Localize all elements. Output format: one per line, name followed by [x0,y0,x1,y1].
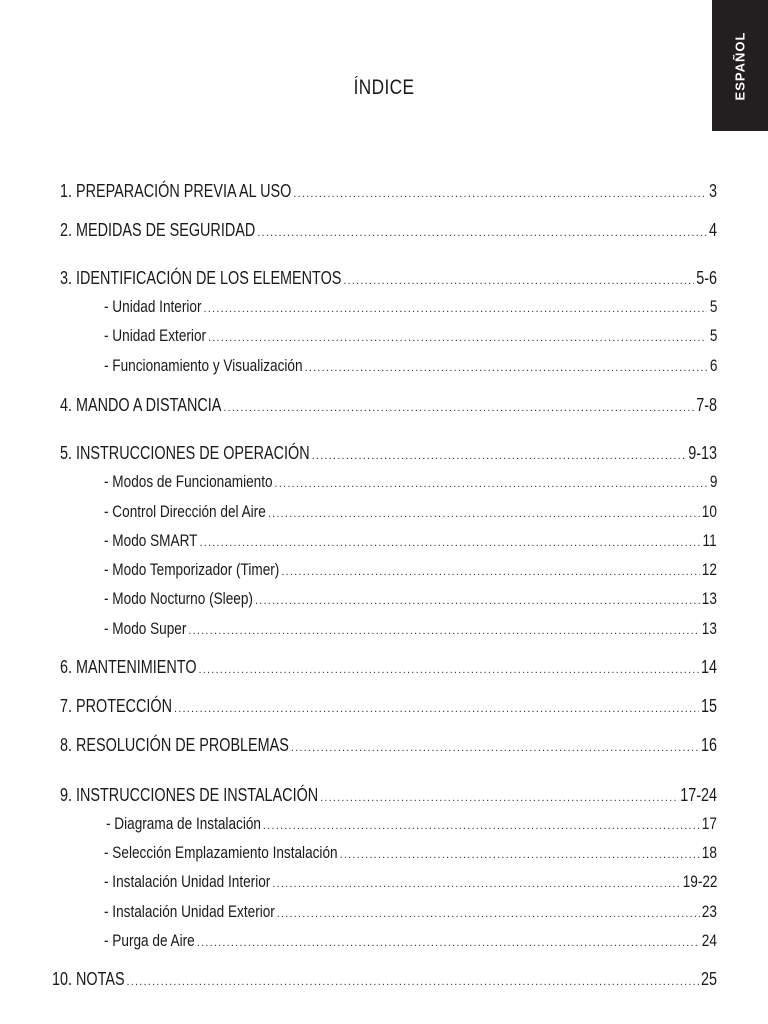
language-tab [712,0,768,131]
toc-entry-title: 9. INSTRUCCIONES DE INSTALACIÓN [60,785,319,805]
toc-entry [60,782,717,808]
toc-entry-title: - Purga de Aire [104,931,195,950]
toc-entry-page: 17 [701,814,717,833]
toc-entry [104,869,717,895]
toc-dot-leader [199,530,701,556]
toc-entry [104,353,717,379]
toc-entry-page: 13 [701,619,717,638]
toc-entry-page: 25 [700,969,717,989]
toc-entry [104,586,717,612]
toc-dot-leader [277,901,700,927]
toc-entry-page: 17-24 [680,785,717,805]
toc-entry-title: 10. NOTAS [52,969,125,989]
toc-entry [60,265,717,291]
toc-dot-leader [305,355,708,381]
toc-entry-title: - Funcionamiento y Visualización [104,356,303,375]
toc-dot-leader [293,181,707,207]
toc-dot-leader [208,325,707,351]
toc-entry [104,928,717,954]
toc-entry-title: - Modo Temporizador (Timer) [104,560,280,579]
toc-entry-title: - Control Dirección del Aire [104,502,266,521]
toc-entry-page: 5 [709,326,717,345]
toc-dot-leader [340,842,700,868]
toc-entry [104,469,717,495]
toc-entry-page: 16 [700,735,717,755]
toc-dot-leader [291,735,699,761]
toc-entry-page: 24 [701,931,717,950]
toc-entry [104,899,717,925]
toc-entry-title: - Modo Nocturno (Sleep) [104,589,253,608]
toc-dot-leader [320,785,678,811]
toc-entry [104,557,717,583]
toc-entry-page: 7-8 [696,395,717,415]
toc-entry [52,966,717,992]
toc-dot-leader [275,471,708,497]
toc-entry-page: 9-13 [688,443,717,463]
toc-entry-title: 4. MANDO A DISTANCIA [60,395,222,415]
page-title: ÍNDICE [353,76,415,99]
toc-dot-leader [272,871,680,897]
toc-entry-page: 5-6 [696,268,717,288]
toc-dot-leader [197,930,700,956]
toc-entry [60,654,717,680]
toc-entry-page: 3 [708,181,717,201]
toc-dot-leader [343,268,694,294]
toc-entry-page: 5 [709,297,717,316]
toc-entry [104,323,717,349]
toc-entry-title: 3. IDENTIFICACIÓN DE LOS ELEMENTOS [60,268,342,288]
toc-dot-leader [188,618,699,644]
toc-entry-page: 23 [701,902,717,921]
toc-dot-leader [174,696,699,722]
toc-entry-title: - Modo Super [104,619,187,638]
toc-entry [60,440,717,466]
toc-entry [60,217,717,243]
toc-entry-title: 1. PREPARACIÓN PREVIA AL USO [60,181,292,201]
toc-entry-title: 8. RESOLUCIÓN DE PROBLEMAS [60,735,289,755]
toc-entry-title: - Instalación Unidad Interior [104,872,271,891]
toc-entry-title: - Instalación Unidad Exterior [104,902,275,921]
toc-dot-leader [263,813,700,839]
toc-entry-title: 2. MEDIDAS DE SEGURIDAD [60,220,256,240]
toc-entry-page: 13 [701,589,717,608]
toc-entry [104,499,717,525]
toc-entry [104,616,717,642]
toc-dot-leader [281,559,700,585]
toc-entry [60,732,717,758]
toc-dot-leader [204,296,708,322]
toc-entry-title: 7. PROTECCIÓN [60,696,173,716]
toc-entry [104,294,717,320]
toc-entry-title: 6. MANTENIMIENTO [60,657,197,677]
toc-entry-page: 15 [700,696,717,716]
toc-entry-title: 5. INSTRUCCIONES DE OPERACIÓN [60,443,310,463]
toc-dot-leader [199,657,699,683]
toc-entry-page: 9 [709,472,717,491]
toc-entry-title: - Modos de Funcionamiento [104,472,273,491]
toc-dot-leader [268,501,700,527]
toc-entry-page: 18 [701,843,717,862]
toc-entry-page: 6 [709,356,717,375]
toc-entry [60,392,717,418]
toc-dot-leader [223,395,694,421]
toc-dot-leader [257,220,707,246]
toc-entry-page: 4 [708,220,717,240]
toc-entry-title: - Diagrama de Instalación [106,814,261,833]
toc-entry-title: - Unidad Exterior [104,326,207,345]
toc-dot-leader [312,443,687,469]
toc-dot-leader [255,588,700,614]
toc-entry [60,693,717,719]
toc-entry [104,840,717,866]
toc-entry [106,811,717,837]
toc-entry [60,178,717,204]
toc-entry [104,528,717,554]
toc-entry-page: 14 [700,657,717,677]
toc-entry-title: - Unidad Interior [104,297,202,316]
toc-entry-page: 10 [701,502,717,521]
toc-dot-leader [127,969,699,995]
toc-entry-page: 11 [702,531,717,550]
toc-entry-title: - Modo SMART [104,531,198,550]
language-tab-label: ESPAÑOL [732,31,748,100]
toc-entry-page: 19-22 [682,872,717,891]
toc-entry-page: 12 [701,560,717,579]
toc-entry-title: - Selección Emplazamiento Instalación [104,843,338,862]
